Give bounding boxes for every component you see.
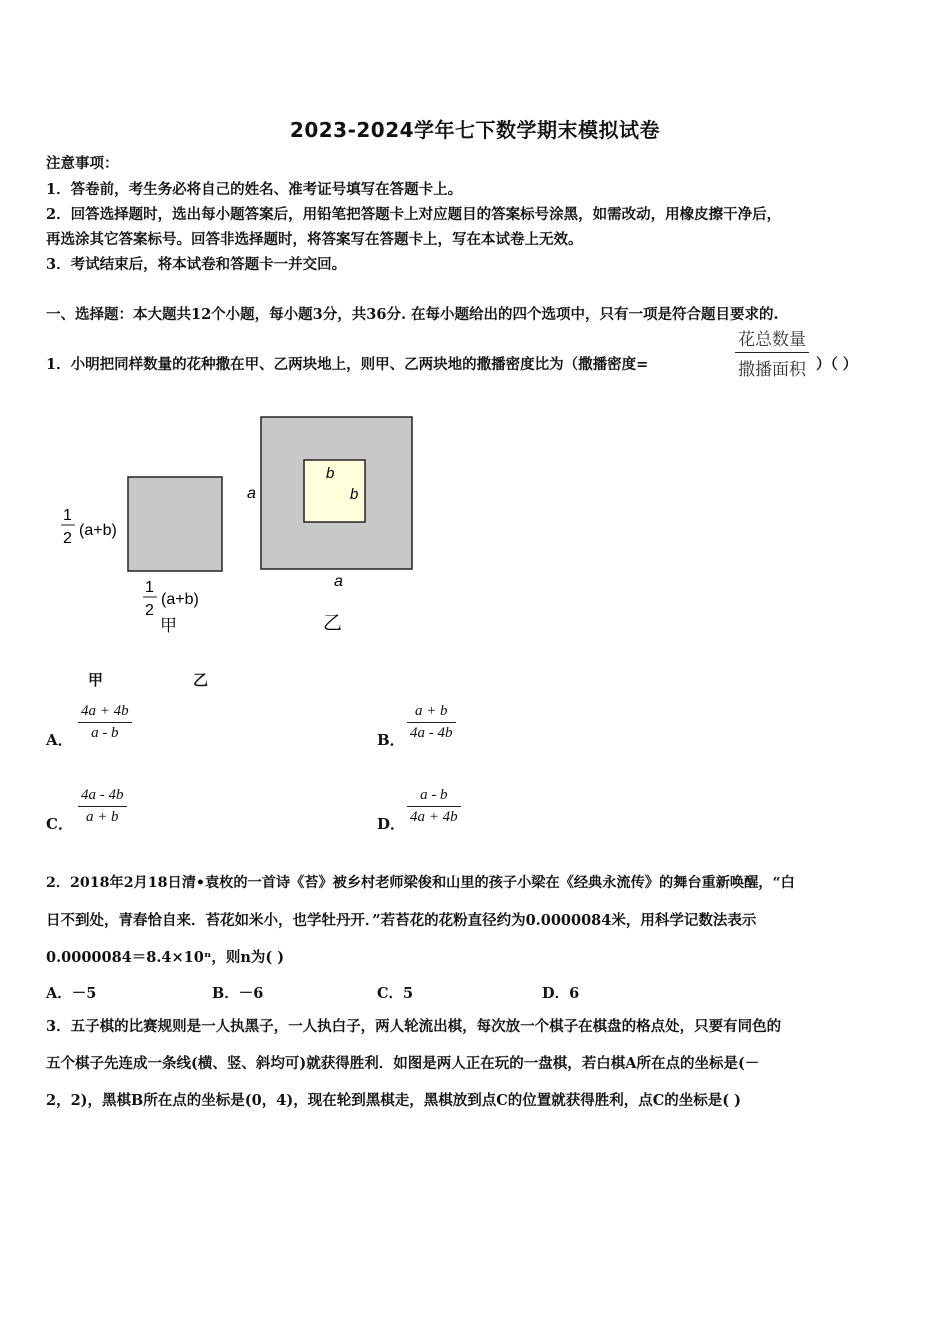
notice-item: 1．答卷前，考生务必将自己的姓名、准考证号填写在答题卡上。 bbox=[46, 181, 463, 198]
section-heading: 一、选择题：本大题共12个小题，每小题3分，共36分. 在每小题给出的四个选项中，只有一项是符合题目要求的. bbox=[46, 306, 779, 323]
page-title: 2023-2024学年七下数学期末模拟试卷 bbox=[289, 118, 661, 142]
option-d-num: a - b bbox=[420, 787, 448, 803]
notice-item: 再选涂其它答案标号。回答非选择题时，将答案写在答题卡上，写在本试卷上无效。 bbox=[46, 231, 583, 248]
option-a-label[interactable]: A． bbox=[46, 731, 73, 749]
option-c-den: a + b bbox=[85, 809, 119, 825]
option-b-den: 4a - 4b bbox=[410, 725, 453, 741]
jia-side-left: (a+b) bbox=[79, 522, 117, 539]
q2-line: 0.0000084＝8.4×10ⁿ，则n为( ) bbox=[46, 949, 285, 966]
density-numerator: 花总数量 bbox=[738, 330, 806, 350]
q2-line: 日不到处，青春恰自来．苔花如米小，也学牡丹开．”若苔花的花粉直径约为0.0000084米，用科学记数法表示 bbox=[46, 912, 757, 929]
option-d-label[interactable]: D． bbox=[377, 815, 406, 833]
half-num-bottom: 1 bbox=[145, 579, 154, 596]
half-num-left: 1 bbox=[63, 507, 72, 524]
q2-option-a[interactable]: A．－5 bbox=[46, 985, 97, 1002]
q1-text: 1．小明把同样数量的花种撒在甲、乙两块地上，则甲、乙两块地的撒播密度比为（撒播密度= bbox=[46, 356, 649, 373]
density-fraction bbox=[735, 325, 809, 380]
notice-item: 3．考试结束后，将本试卷和答题卡一并交回。 bbox=[46, 256, 347, 273]
q2-option-d[interactable]: D．6 bbox=[542, 985, 580, 1002]
notice-heading: 注意事项： bbox=[46, 155, 119, 172]
below-label-yi: 乙 bbox=[193, 671, 209, 689]
q2-line: 2．2018年2月18日清•袁枚的一首诗《苔》被乡村老师梁俊和山里的孩子小梁在《经典永流传》的舞台重新唤醒，“白 bbox=[46, 875, 795, 891]
q3-line: 五个棋子先连成一条线(横、竖、斜均可)就获得胜利．如图是两人正在玩的一盘棋，若白棋A所在点的坐标是(－ bbox=[46, 1055, 760, 1072]
option-c-fraction[interactable] bbox=[78, 787, 127, 826]
notice-item: 2．回答选择题时，选出每小题答案后，用铅笔把答题卡上对应题目的答案标号涂黑，如需改动，用橡皮擦干净后， bbox=[46, 206, 782, 223]
option-a-den: a - b bbox=[91, 725, 119, 741]
option-b-fraction[interactable] bbox=[407, 703, 456, 742]
yi-inner-side-right: b bbox=[350, 486, 359, 503]
q1-text-end: ）（ ） bbox=[816, 356, 858, 373]
option-a-num: 4a + 4b bbox=[81, 703, 129, 719]
yi-outer-side-bottom: a bbox=[334, 573, 343, 590]
jia-label: 甲 bbox=[160, 616, 177, 635]
q3-line: 3．五子棋的比赛规则是一人执黑子，一人执白子，两人轮流出棋，每次放一个棋子在棋盘的格点处，只要有同色的 bbox=[46, 1018, 782, 1035]
below-label-jia: 甲 bbox=[88, 671, 104, 689]
yi-label: 乙 bbox=[323, 613, 343, 634]
jia-side-bottom: (a+b) bbox=[161, 591, 199, 608]
yi-outer-side-left: a bbox=[247, 485, 256, 502]
option-b-label[interactable]: B． bbox=[377, 731, 405, 749]
option-a-fraction[interactable] bbox=[78, 703, 132, 742]
option-d-den: 4a + 4b bbox=[410, 809, 458, 825]
q2-option-b[interactable]: B．－6 bbox=[212, 985, 264, 1002]
half-den-left: 2 bbox=[63, 530, 72, 547]
option-c-num: 4a - 4b bbox=[81, 787, 124, 803]
half-den-bottom: 2 bbox=[145, 602, 154, 619]
q1-figure bbox=[55, 405, 425, 640]
q2-option-c[interactable]: C．5 bbox=[377, 985, 414, 1002]
option-b-num: a + b bbox=[414, 703, 448, 719]
option-c-label[interactable]: C． bbox=[46, 815, 73, 833]
density-denominator: 撒播面积 bbox=[738, 360, 806, 380]
jia-square bbox=[128, 477, 222, 571]
option-d-fraction[interactable] bbox=[407, 787, 461, 826]
yi-inner-side-top: b bbox=[326, 465, 335, 482]
q3-line: 2，2)，黑棋B所在点的坐标是(0，4)，现在轮到黑棋走，黑棋放到点C的位置就获得胜利，点C的坐标是( ) bbox=[46, 1092, 742, 1109]
